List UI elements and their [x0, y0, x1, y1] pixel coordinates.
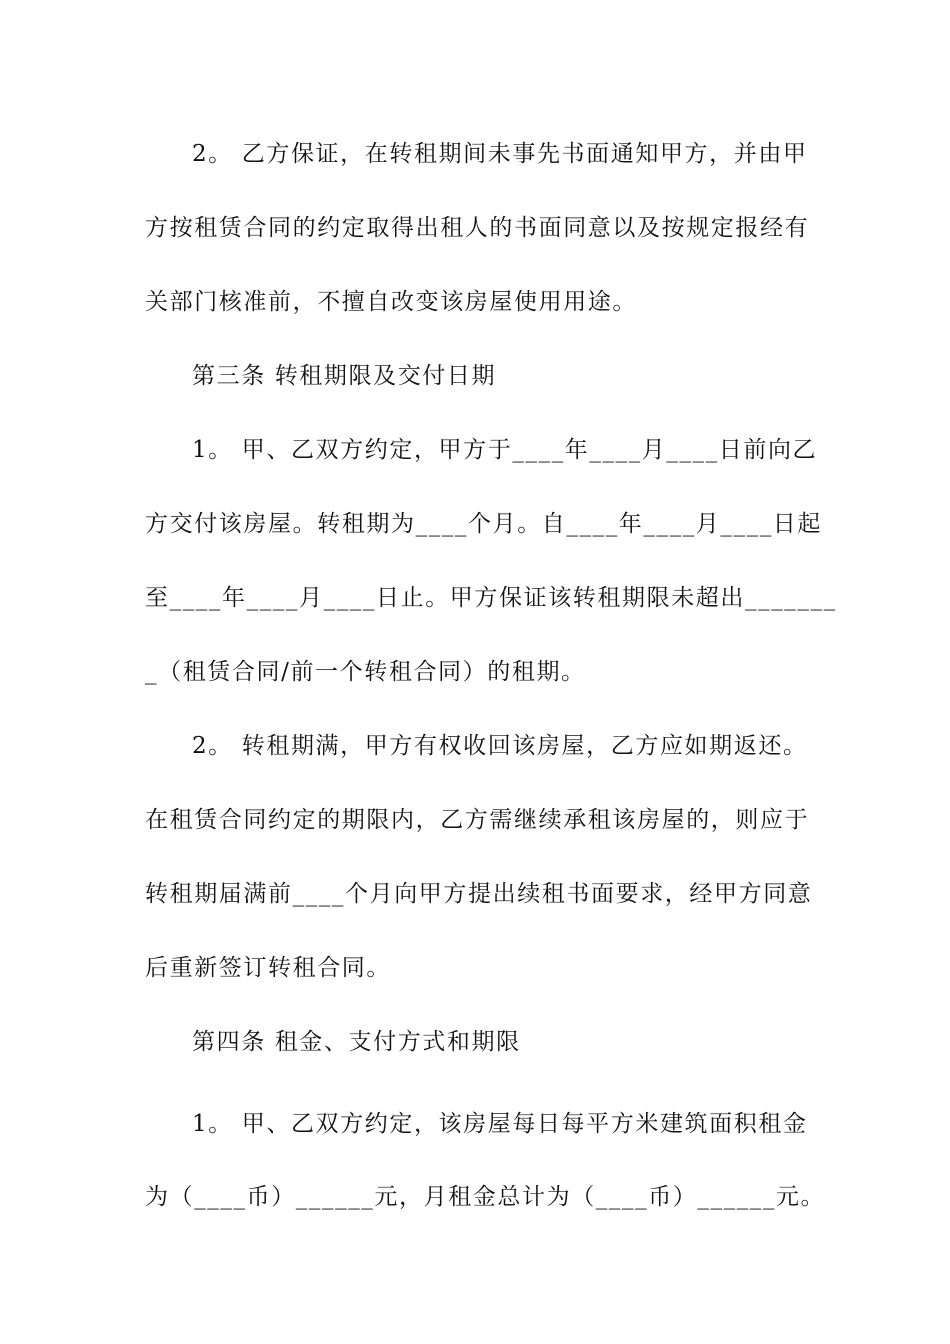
section-3-item-2-line-1: 2。 转租期满，甲方有权收回该房屋，乙方应如期返还。: [192, 733, 808, 759]
section-3-item-1-line-2: 方交付该房屋。转租期为____个月。自____年____月____日起: [145, 511, 822, 537]
section-3-item-1-line-3: 至____年____月____日止。甲方保证该转租期限未超出_______: [145, 585, 837, 611]
section-3-item-1-line-4: _（租赁合同/前一个转租合同）的租期。: [145, 659, 586, 685]
section-4-item-1-line-2: 为（____币）______元，月租金总计为（____币）______元。: [145, 1184, 826, 1210]
section-3-item-1-line-1: 1。 甲、乙双方约定，甲方于____年____月____日前向乙: [192, 437, 818, 463]
section-3-heading: 第三条 转租期限及交付日期: [192, 363, 497, 389]
section-4-heading: 第四条 租金、支付方式和期限: [192, 1029, 521, 1055]
paragraph-2-line-2: 方按租赁合同的约定取得出租人的书面同意以及按规定报经有: [145, 215, 810, 241]
section-3-item-2-line-2: 在租赁合同约定的期限内，乙方需继续承租该房屋的，则应于: [145, 807, 810, 833]
section-3-item-2-line-3: 转租期届满前____个月向甲方提出续租书面要求，经甲方同意: [145, 881, 813, 907]
paragraph-2-line-1: 2。 乙方保证，在转租期间未事先书面通知甲方，并由甲: [192, 141, 808, 167]
section-3-item-2-line-4: 后重新签订转租合同。: [145, 955, 391, 981]
paragraph-2-line-3: 关部门核准前，不擅自改变该房屋使用用途。: [145, 289, 637, 315]
section-4-item-1-line-1: 1。 甲、乙双方约定，该房屋每日每平方米建筑面积租金: [192, 1111, 808, 1137]
